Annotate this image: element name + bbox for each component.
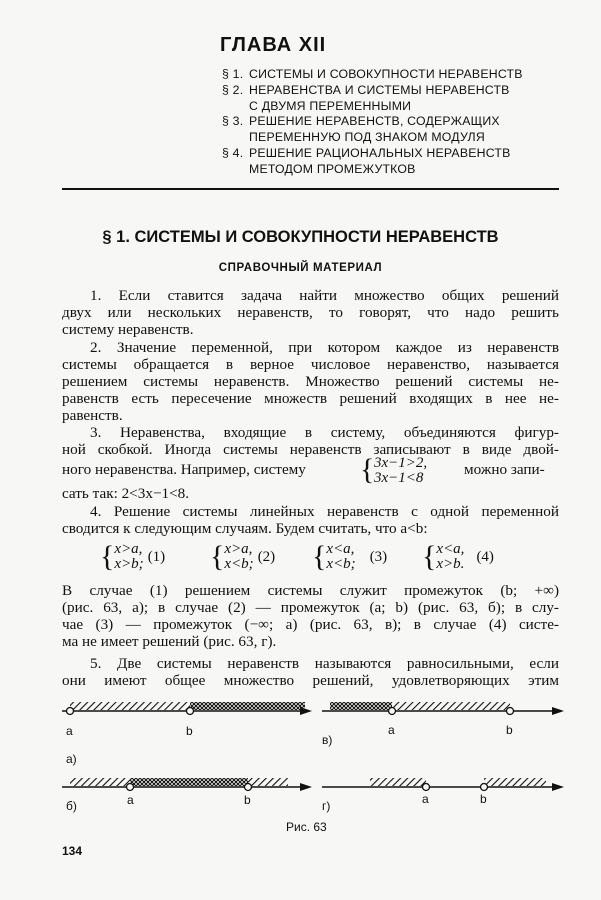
label-b: b [506, 723, 513, 737]
text-line: системы обращается в верное числовое неравенство, называется [62, 356, 559, 373]
text-line: ма не имеет решений (рис. 63, г). [62, 633, 277, 650]
brace-icon: { [100, 540, 115, 573]
toc-item-2 [222, 83, 510, 114]
section-title: § 1. СИСТЕМЫ И СОВОКУПНОСТИ НЕРАВЕНСТВ [102, 228, 499, 246]
text-line: 5. Две системы неравенств называются равносильными, если [90, 655, 559, 672]
toc-item-3 [222, 114, 500, 145]
label-b: b [186, 724, 193, 738]
panel-a [62, 702, 312, 766]
panel-tag: г) [322, 799, 331, 813]
panel-b [62, 778, 312, 813]
toc-line: ПЕРЕМЕННУЮ ПОД ЗНАКОМ МОДУЛЯ [249, 129, 485, 144]
text-line: ной скобкой. Иногда системы неравенств записывают в виде двой- [62, 441, 559, 458]
label-a: a [388, 723, 395, 737]
toc-line: РЕШЕНИЕ РАЦИОНАЛЬНЫХ НЕРАВЕНСТВ [249, 146, 511, 160]
hatch-region [70, 702, 190, 710]
text-line: 3. Неравенства, входящие в систему, объединяются фигур- [90, 424, 559, 441]
system-label: (4) [476, 548, 494, 565]
toc-num: § 1. [222, 67, 244, 81]
open-point-b [187, 708, 194, 715]
system-3 [312, 542, 387, 572]
overlap-region [330, 702, 392, 710]
paragraph-3-system-line [62, 453, 559, 489]
system-1 [100, 542, 165, 572]
system-line: x<b; [326, 556, 356, 572]
text-line: сать так: 2<3x−1<8. [62, 485, 190, 502]
system-label: (1) [147, 548, 166, 565]
system-label: (2) [257, 548, 276, 565]
system-line: x<a, [326, 541, 355, 557]
chapter-title: ГЛАВА XII [220, 34, 327, 56]
text-line: равенств есть пересечение множеств решений входящих в нее не- [62, 390, 559, 407]
text-line: они имеют общее множество решений, удовлетворяющих этим [62, 672, 559, 689]
system-line: x<b; [224, 556, 254, 572]
systems-row [100, 542, 530, 576]
text-line: чае (3) — промежуток (−∞; a) (рис. 63, в); в случае (4) систе- [62, 616, 559, 633]
system-lines [436, 542, 464, 572]
text-line: можно запи- [464, 461, 545, 478]
arrow-icon [552, 707, 564, 715]
open-point-a [389, 708, 396, 715]
text-line: сводится к следующим случаям. Будем считать, что a<b: [62, 520, 428, 537]
figure-63 [0, 690, 601, 820]
hatch-region [70, 778, 130, 786]
label-a: a [66, 724, 73, 738]
paragraph-3-end [62, 485, 559, 502]
page-number: 134 [62, 844, 83, 858]
toc-line: МЕТОДОМ ПРОМЕЖУТКОВ [249, 161, 416, 176]
text-line: ного неравенства. Например, систему [62, 461, 306, 478]
paragraph-2 [62, 339, 559, 424]
toc-item-1 [222, 67, 523, 83]
brace-icon: { [210, 540, 225, 573]
text-line: равенств. [62, 407, 123, 424]
toc-line: НЕРАВЕНСТВА И СИСТЕМЫ НЕРАВЕНСТВ [249, 83, 510, 97]
inline-system [374, 456, 427, 486]
text-line: решением системы неравенств. Множество решений системы не- [62, 373, 559, 390]
brace-icon: { [422, 540, 437, 573]
open-point-b [481, 784, 488, 791]
brace-icon: { [360, 453, 375, 486]
section-subtitle: СПРАВОЧНЫЙ МАТЕРИАЛ [218, 262, 383, 274]
toc-item-4 [222, 146, 511, 177]
open-point-a [423, 784, 430, 791]
text-line: 4. Решение системы линейных неравенств с одной переменной [90, 503, 559, 520]
system-line: x>a, [114, 541, 143, 557]
arrow-icon [300, 707, 312, 715]
system-lines [114, 542, 143, 572]
panel-tag: а) [66, 752, 77, 766]
open-point-b [245, 784, 252, 791]
toc-line: СИСТЕМЫ И СОВОКУПНОСТИ НЕРАВЕНСТВ [249, 67, 523, 81]
system-line: 3x−1>2, [374, 455, 428, 471]
system-label: (3) [369, 548, 388, 565]
toc-line: РЕШЕНИЕ НЕРАВЕНСТВ, СОДЕРЖАЩИХ [249, 114, 500, 128]
open-point-a [67, 708, 74, 715]
text-line: 1. Если ставится задача найти множество общих решений [90, 287, 559, 304]
toc-num: § 2. [222, 83, 244, 97]
system-line: x>a, [224, 541, 253, 557]
paragraph-6 [62, 655, 559, 689]
system-line: 3x−1<8 [374, 470, 424, 486]
arrow-icon [552, 783, 564, 791]
system-4 [422, 542, 494, 572]
figure-caption: Рис. 63 [286, 820, 327, 834]
toc-num: § 3. [222, 114, 244, 128]
paragraph-4 [62, 503, 559, 537]
panel-g [322, 778, 564, 813]
toc-num: § 4. [222, 146, 244, 160]
system-lines [224, 542, 253, 572]
text-line: В случае (1) решением системы служит промежуток (b; +∞) [62, 582, 559, 599]
paragraph-1 [62, 287, 559, 338]
paragraph-5 [62, 582, 559, 650]
text-line: (рис. 63, а); в случае (2) — промежуток (a; b) (рис. 63, б); в слу- [62, 599, 559, 616]
label-a: a [422, 792, 429, 806]
panel-tag: б) [66, 799, 77, 813]
overlap-region [130, 778, 248, 786]
text-line: систему неравенств. [62, 321, 194, 338]
open-point-b [507, 708, 514, 715]
system-2 [210, 542, 275, 572]
toc-line: С ДВУМЯ ПЕРЕМЕННЫМИ [249, 98, 412, 113]
hatch-region [370, 778, 426, 786]
panel-tag: в) [322, 733, 333, 747]
label-a: a [127, 793, 134, 807]
hatch-region [484, 778, 546, 786]
system-lines [326, 542, 355, 572]
text-line: 2. Значение переменной, при котором каждое из неравенств [90, 339, 559, 356]
brace-icon: { [312, 540, 327, 573]
hatch-region [248, 778, 288, 786]
label-b: b [480, 792, 487, 806]
label-b: b [244, 793, 251, 807]
panel-v [322, 702, 564, 747]
overlap-region [190, 702, 305, 710]
horizontal-rule [62, 188, 559, 190]
arrow-icon [300, 783, 312, 791]
text-line: двух или нескольких неравенств, то говорят, что надо решить [62, 304, 559, 321]
open-point-a [127, 784, 134, 791]
system-line: x>b. [436, 556, 465, 572]
system-line: x>b; [114, 556, 144, 572]
hatch-region [392, 702, 510, 710]
system-line: x<a, [436, 541, 465, 557]
